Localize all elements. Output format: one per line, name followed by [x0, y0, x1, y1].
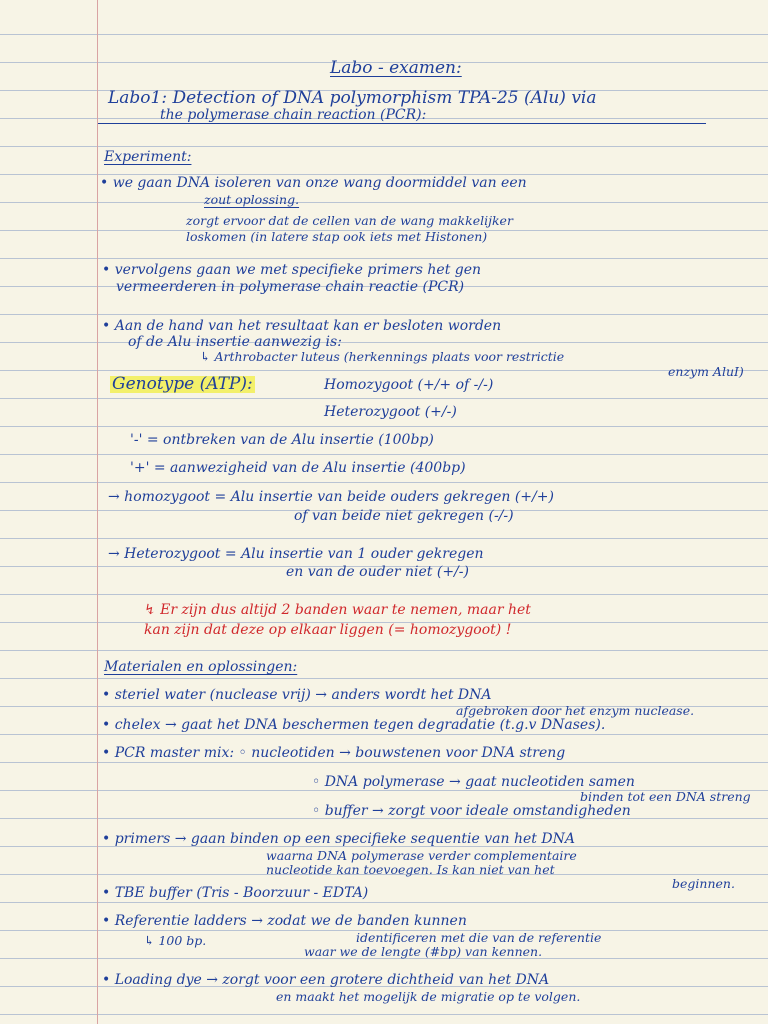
material-chelex: • chelex → gaat het DNA beschermen tegen degradatie (t.g.v DNases). [102, 717, 606, 733]
material-ladder-line2: ↳ 100 bp. [144, 933, 207, 948]
material-loading-dye-line1: • Loading dye → zorgt voor een grotere dichtheid van het DNA [102, 972, 550, 988]
material-primers-line2: waarna DNA polymerase verder complementaire [266, 848, 577, 863]
warning-line1: ↯ Er zijn dus altijd 2 banden waar te nemen, maar het [144, 602, 531, 618]
experiment-p3-line4: enzym AluI) [668, 364, 744, 379]
experiment-p2-line1: • vervolgens gaan we met specifieke primers het gen [102, 262, 482, 278]
material-water-line1: • steriel water (nuclease vrij) → anders wordt het DNA [102, 687, 492, 703]
homozygoot-explanation-line2: of van beide niet gekregen (-/-) [294, 508, 514, 524]
material-ladder-line1: • Referentie ladders → zodat we de banden kunnen [102, 913, 467, 929]
allele-minus-definition: '-' = ontbreken van de Alu insertie (100bp) [130, 432, 434, 448]
genotype-homozygoot: Homozygoot (+/+ of -/-) [324, 377, 494, 393]
material-pcr-mix-line4: ◦ buffer → zorgt voor ideale omstandigheden [312, 803, 631, 819]
experiment-p1-line2: zout oplossing. [204, 192, 300, 207]
margin-line [97, 0, 98, 1024]
warning-line2: kan zijn dat deze op elkaar liggen (= homozygoot) ! [144, 622, 512, 638]
experiment-p3-line1: • Aan de hand van het resultaat kan er besloten worden [102, 318, 502, 334]
material-tbe-buffer: • TBE buffer (Tris - Boorzuur - EDTA) [102, 885, 369, 901]
experiment-p1-line1: • we gaan DNA isoleren van onze wang doormiddel van een [100, 175, 527, 191]
material-pcr-mix-line2: ◦ DNA polymerase → gaat nucleotiden samen [312, 774, 635, 790]
experiment-p1-line3: zorgt ervoor dat de cellen van de wang makkelijker [186, 213, 513, 228]
experiment-p1-line4: loskomen (in latere stap ook iets met Histonen) [186, 229, 488, 244]
materials-heading: Materialen en oplossingen: [104, 659, 298, 675]
lab-title-line2: the polymerase chain reaction (PCR): [160, 107, 427, 123]
material-primers-line1: • primers → gaan binden op een specifieke sequentie van het DNA [102, 831, 575, 847]
experiment-p3-line2: of de Alu insertie aanwezig is: [128, 334, 342, 350]
heterozygoot-explanation-line2: en van de ouder niet (+/-) [286, 564, 469, 580]
experiment-p3-line3: ↳ Arthrobacter luteus (herkennings plaats voor restrictie [200, 349, 565, 364]
genotype-heterozygoot: Heterozygoot (+/-) [324, 404, 457, 420]
material-pcr-mix-line3: binden tot een DNA streng [580, 789, 751, 804]
lab-title-underline [98, 123, 706, 124]
material-loading-dye-line2: en maakt het mogelijk de migratie op te volgen. [276, 989, 581, 1004]
material-water-line2: afgebroken door het enzym nuclease. [456, 703, 695, 718]
genotype-label: Genotype (ATP): [112, 374, 253, 394]
material-pcr-mix-line1: • PCR master mix: ◦ nucleotiden → bouwstenen voor DNA streng [102, 745, 566, 761]
experiment-p2-line2: vermeerderen in polymerase chain reactie (PCR) [116, 279, 465, 295]
material-primers-line3: nucleotide kan toevoegen. Is kan niet van het [266, 862, 555, 877]
page-title: Labo - examen: [330, 58, 462, 78]
allele-plus-definition: '+' = aanwezigheid van de Alu insertie (400bp) [130, 460, 466, 476]
material-ladder-line4: waar we de lengte (#bp) van kennen. [304, 944, 543, 959]
material-primers-line4: beginnen. [672, 876, 735, 891]
experiment-heading: Experiment: [104, 149, 192, 165]
material-ladder-line3: identificeren met die van de referentie [356, 930, 602, 945]
lab-title-line1: Labo1: Detection of DNA polymorphism TPA-25 (Alu) via [108, 88, 597, 108]
homozygoot-explanation-line1: → homozygoot = Alu insertie van beide ouders gekregen (+/+) [108, 489, 554, 505]
heterozygoot-explanation-line1: → Heterozygoot = Alu insertie van 1 ouder gekregen [108, 546, 484, 562]
